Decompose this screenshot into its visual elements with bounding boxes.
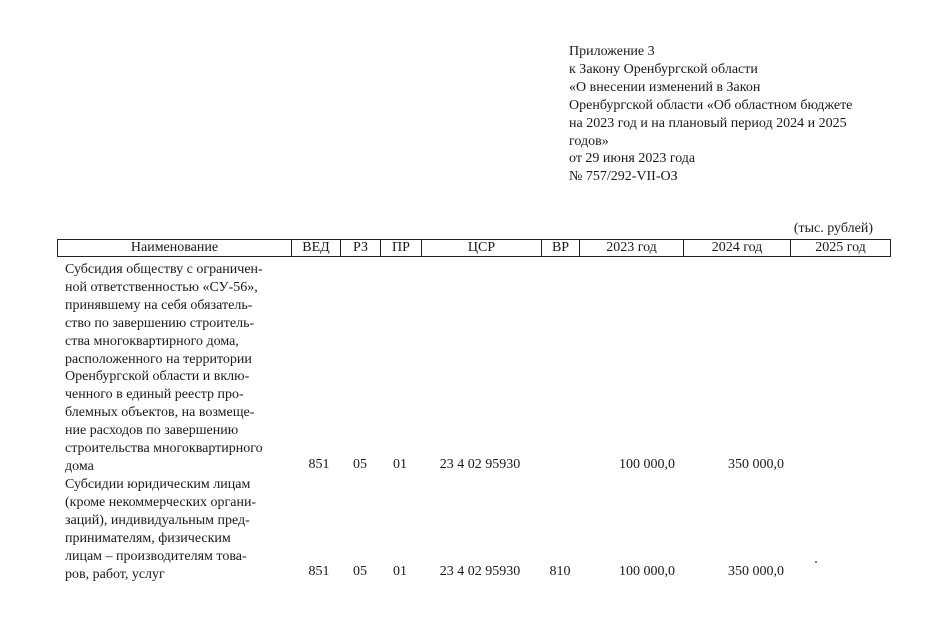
table-row-name bbox=[65, 261, 290, 476]
row-name-line: ченного в единый реестр про- bbox=[65, 387, 244, 403]
appendix-line: «О внесении изменений в Закон bbox=[569, 79, 761, 95]
row-name-line: дома bbox=[65, 458, 94, 474]
header-2024: 2024 год bbox=[683, 240, 790, 256]
row-rz: 05 bbox=[353, 564, 367, 579]
row-name-line: ство по завершению строитель- bbox=[65, 315, 255, 331]
header-vr: ВР bbox=[541, 240, 579, 256]
header-csr: ЦСР bbox=[421, 240, 541, 256]
row-ved: 851 bbox=[308, 457, 330, 472]
header-name: Наименование bbox=[130, 240, 219, 255]
appendix-line: к Закону Оренбургской области bbox=[569, 61, 758, 77]
row-name-line: ной ответственностью «СУ-56», bbox=[65, 279, 258, 295]
row-name-line: Оренбургской области и вклю- bbox=[65, 369, 250, 385]
appendix-line: годов» bbox=[569, 133, 609, 149]
row-name-line: принимателям, физическим bbox=[65, 530, 231, 546]
row-pr: 01 bbox=[393, 564, 407, 579]
row-name-line: блемных объектов, на возмеще- bbox=[65, 405, 255, 421]
appendix-line: Приложение 3 bbox=[569, 44, 655, 59]
row-name-line: строительства многоквартирного bbox=[65, 441, 263, 457]
table-header bbox=[57, 239, 891, 257]
appendix-line: № 757/292-VII-ОЗ bbox=[569, 169, 678, 185]
row-name-line: заций), индивидуальным пред- bbox=[65, 512, 250, 528]
row-name-line: ства многоквартирного дома, bbox=[65, 333, 239, 349]
row-name-line: Субсидия обществу с ограничен- bbox=[65, 262, 263, 277]
row-rz: 05 bbox=[353, 457, 367, 472]
header-ved: ВЕД bbox=[291, 240, 340, 256]
appendix-header bbox=[569, 43, 909, 186]
scan-speck bbox=[815, 561, 817, 563]
row-csr: 23 4 02 95930 bbox=[439, 457, 521, 472]
appendix-line: от 29 июня 2023 года bbox=[569, 151, 696, 167]
header-pr: ПР bbox=[380, 240, 421, 256]
row-2023: 100 000,0 bbox=[619, 457, 675, 472]
header-2025: 2025 год bbox=[790, 240, 890, 256]
row-name-line: (кроме некоммерческих органи- bbox=[65, 494, 257, 510]
row-2024: 350 000,0 bbox=[728, 564, 784, 579]
header-rz: РЗ bbox=[340, 240, 380, 256]
row-name-line: ров, работ, услуг bbox=[65, 566, 165, 582]
row-ved: 851 bbox=[308, 564, 330, 579]
row-name-line: ние расходов по завершению bbox=[65, 423, 239, 439]
header-2023: 2023 год bbox=[579, 240, 683, 256]
row-2023: 100 000,0 bbox=[619, 564, 675, 579]
row-name-line: лицам – производителям това- bbox=[65, 548, 247, 564]
row-name-line: принявшему на себя обязатель- bbox=[65, 297, 253, 313]
appendix-line: на 2023 год и на плановый период 2024 и 2025 bbox=[569, 115, 847, 131]
appendix-line: Оренбургской области «Об областном бюджете bbox=[569, 97, 853, 113]
row-name-line: Субсидии юридическим лицам bbox=[65, 477, 251, 492]
row-pr: 01 bbox=[393, 457, 407, 472]
units-label: (тыс. рублей) bbox=[793, 221, 873, 236]
row-csr: 23 4 02 95930 bbox=[439, 564, 521, 579]
row-name-line: расположенного на территории bbox=[65, 351, 252, 367]
row-vr: 810 bbox=[549, 564, 571, 579]
row-2024: 350 000,0 bbox=[728, 457, 784, 472]
table-row-name bbox=[65, 476, 290, 583]
